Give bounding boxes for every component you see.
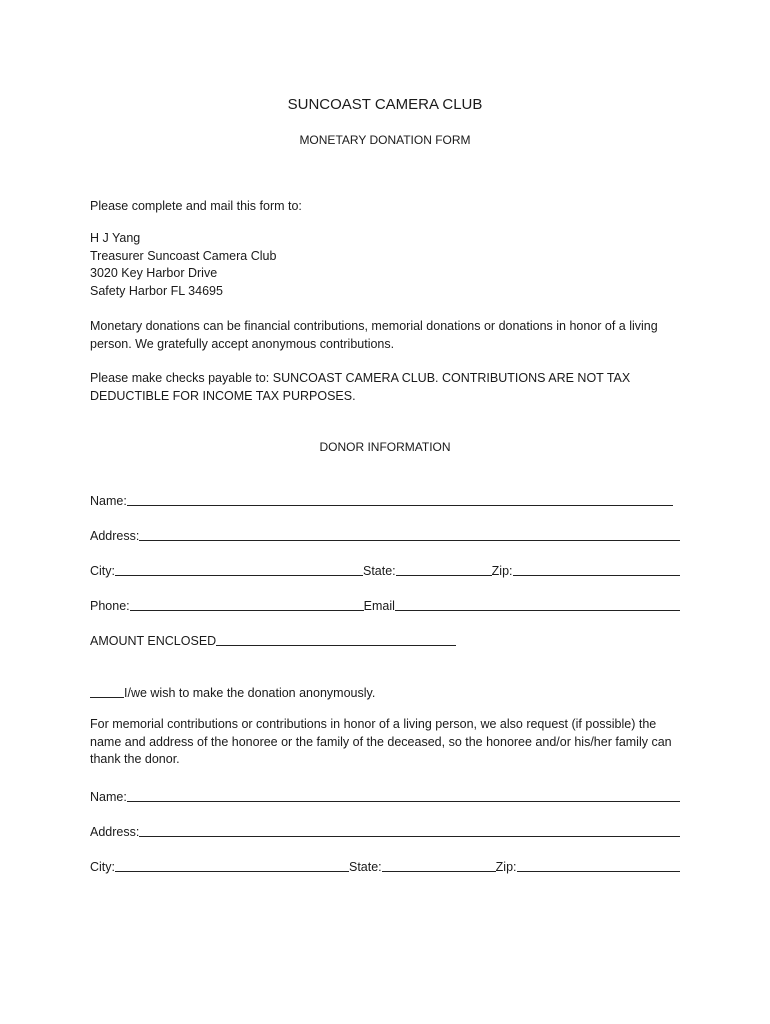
honoree-name-label: Name: (90, 790, 127, 804)
donor-city-line[interactable] (115, 562, 363, 576)
memorial-paragraph: For memorial contributions or contributions in honor of a living person, we also request (if possible) the name and address of the honoree or the family of the deceased, so the honoree and/or his/her family can thank the donor. (90, 717, 672, 766)
amount-enclosed-label: AMOUNT ENCLOSED (90, 634, 217, 648)
donor-section-heading: DONOR INFORMATION (319, 440, 451, 454)
donor-email-label: Email (363, 599, 395, 613)
form-title: SUNCOAST CAMERA CLUB (287, 96, 483, 113)
donor-city-label: City: (90, 564, 115, 578)
donor-address-field[interactable] (90, 525, 680, 543)
donations-paragraph: Monetary donations can be financial contributions, memorial donations or donations in honor of a living person. We gratefully accept anonymous contributions. (90, 319, 658, 351)
donor-name-line[interactable] (127, 492, 673, 506)
honoree-zip-label: Zip: (495, 860, 517, 874)
honoree-name-line[interactable] (127, 788, 680, 802)
honoree-state-line[interactable] (382, 858, 496, 872)
donor-state-line[interactable] (396, 562, 492, 576)
honoree-zip-line[interactable] (517, 858, 680, 872)
address-line-city: Safety Harbor FL 34695 (90, 283, 223, 298)
honoree-address-field[interactable] (90, 821, 680, 839)
address-line-name: H J Yang (90, 231, 141, 245)
donor-address-label: Address: (90, 529, 140, 543)
honoree-name-field[interactable] (90, 786, 680, 804)
honoree-city-state-zip-row (90, 856, 680, 874)
form-subtitle: MONETARY DONATION FORM (299, 133, 471, 147)
honoree-address-label: Address: (90, 825, 140, 839)
anonymous-option-row (90, 682, 680, 700)
address-line-title: Treasurer Suncoast Camera Club (90, 248, 277, 263)
donor-phone-label: Phone: (90, 599, 130, 613)
amount-enclosed-line[interactable] (216, 632, 456, 646)
honoree-state-label: State: (349, 860, 382, 874)
donor-name-label: Name: (90, 494, 127, 508)
donor-state-label: State: (363, 564, 396, 578)
donor-zip-line[interactable] (513, 562, 680, 576)
honoree-city-label: City: (90, 860, 115, 874)
honoree-address-line[interactable] (139, 823, 680, 837)
amount-enclosed-field[interactable] (90, 630, 456, 648)
donor-email-line[interactable] (395, 597, 680, 611)
mail-instruction: Please complete and mail this form to: (90, 199, 302, 213)
donor-phone-email-row (90, 595, 680, 613)
honoree-city-line[interactable] (115, 858, 349, 872)
anonymous-checkline[interactable] (90, 684, 124, 698)
donor-city-state-zip-row (90, 560, 680, 578)
donor-name-field[interactable] (90, 490, 673, 508)
donor-zip-label: Zip: (491, 564, 513, 578)
address-line-street: 3020 Key Harbor Drive (90, 266, 218, 280)
mailing-address (90, 230, 276, 300)
donor-address-line[interactable] (139, 527, 680, 541)
checks-paragraph: Please make checks payable to: SUNCOAST CAMERA CLUB. CONTRIBUTIONS ARE NOT TAX DEDUCTIBLE FOR INCOME TAX PURPOSES. (90, 371, 631, 403)
donor-phone-line[interactable] (130, 597, 364, 611)
anonymous-option-label: I/we wish to make the donation anonymously. (124, 686, 376, 700)
